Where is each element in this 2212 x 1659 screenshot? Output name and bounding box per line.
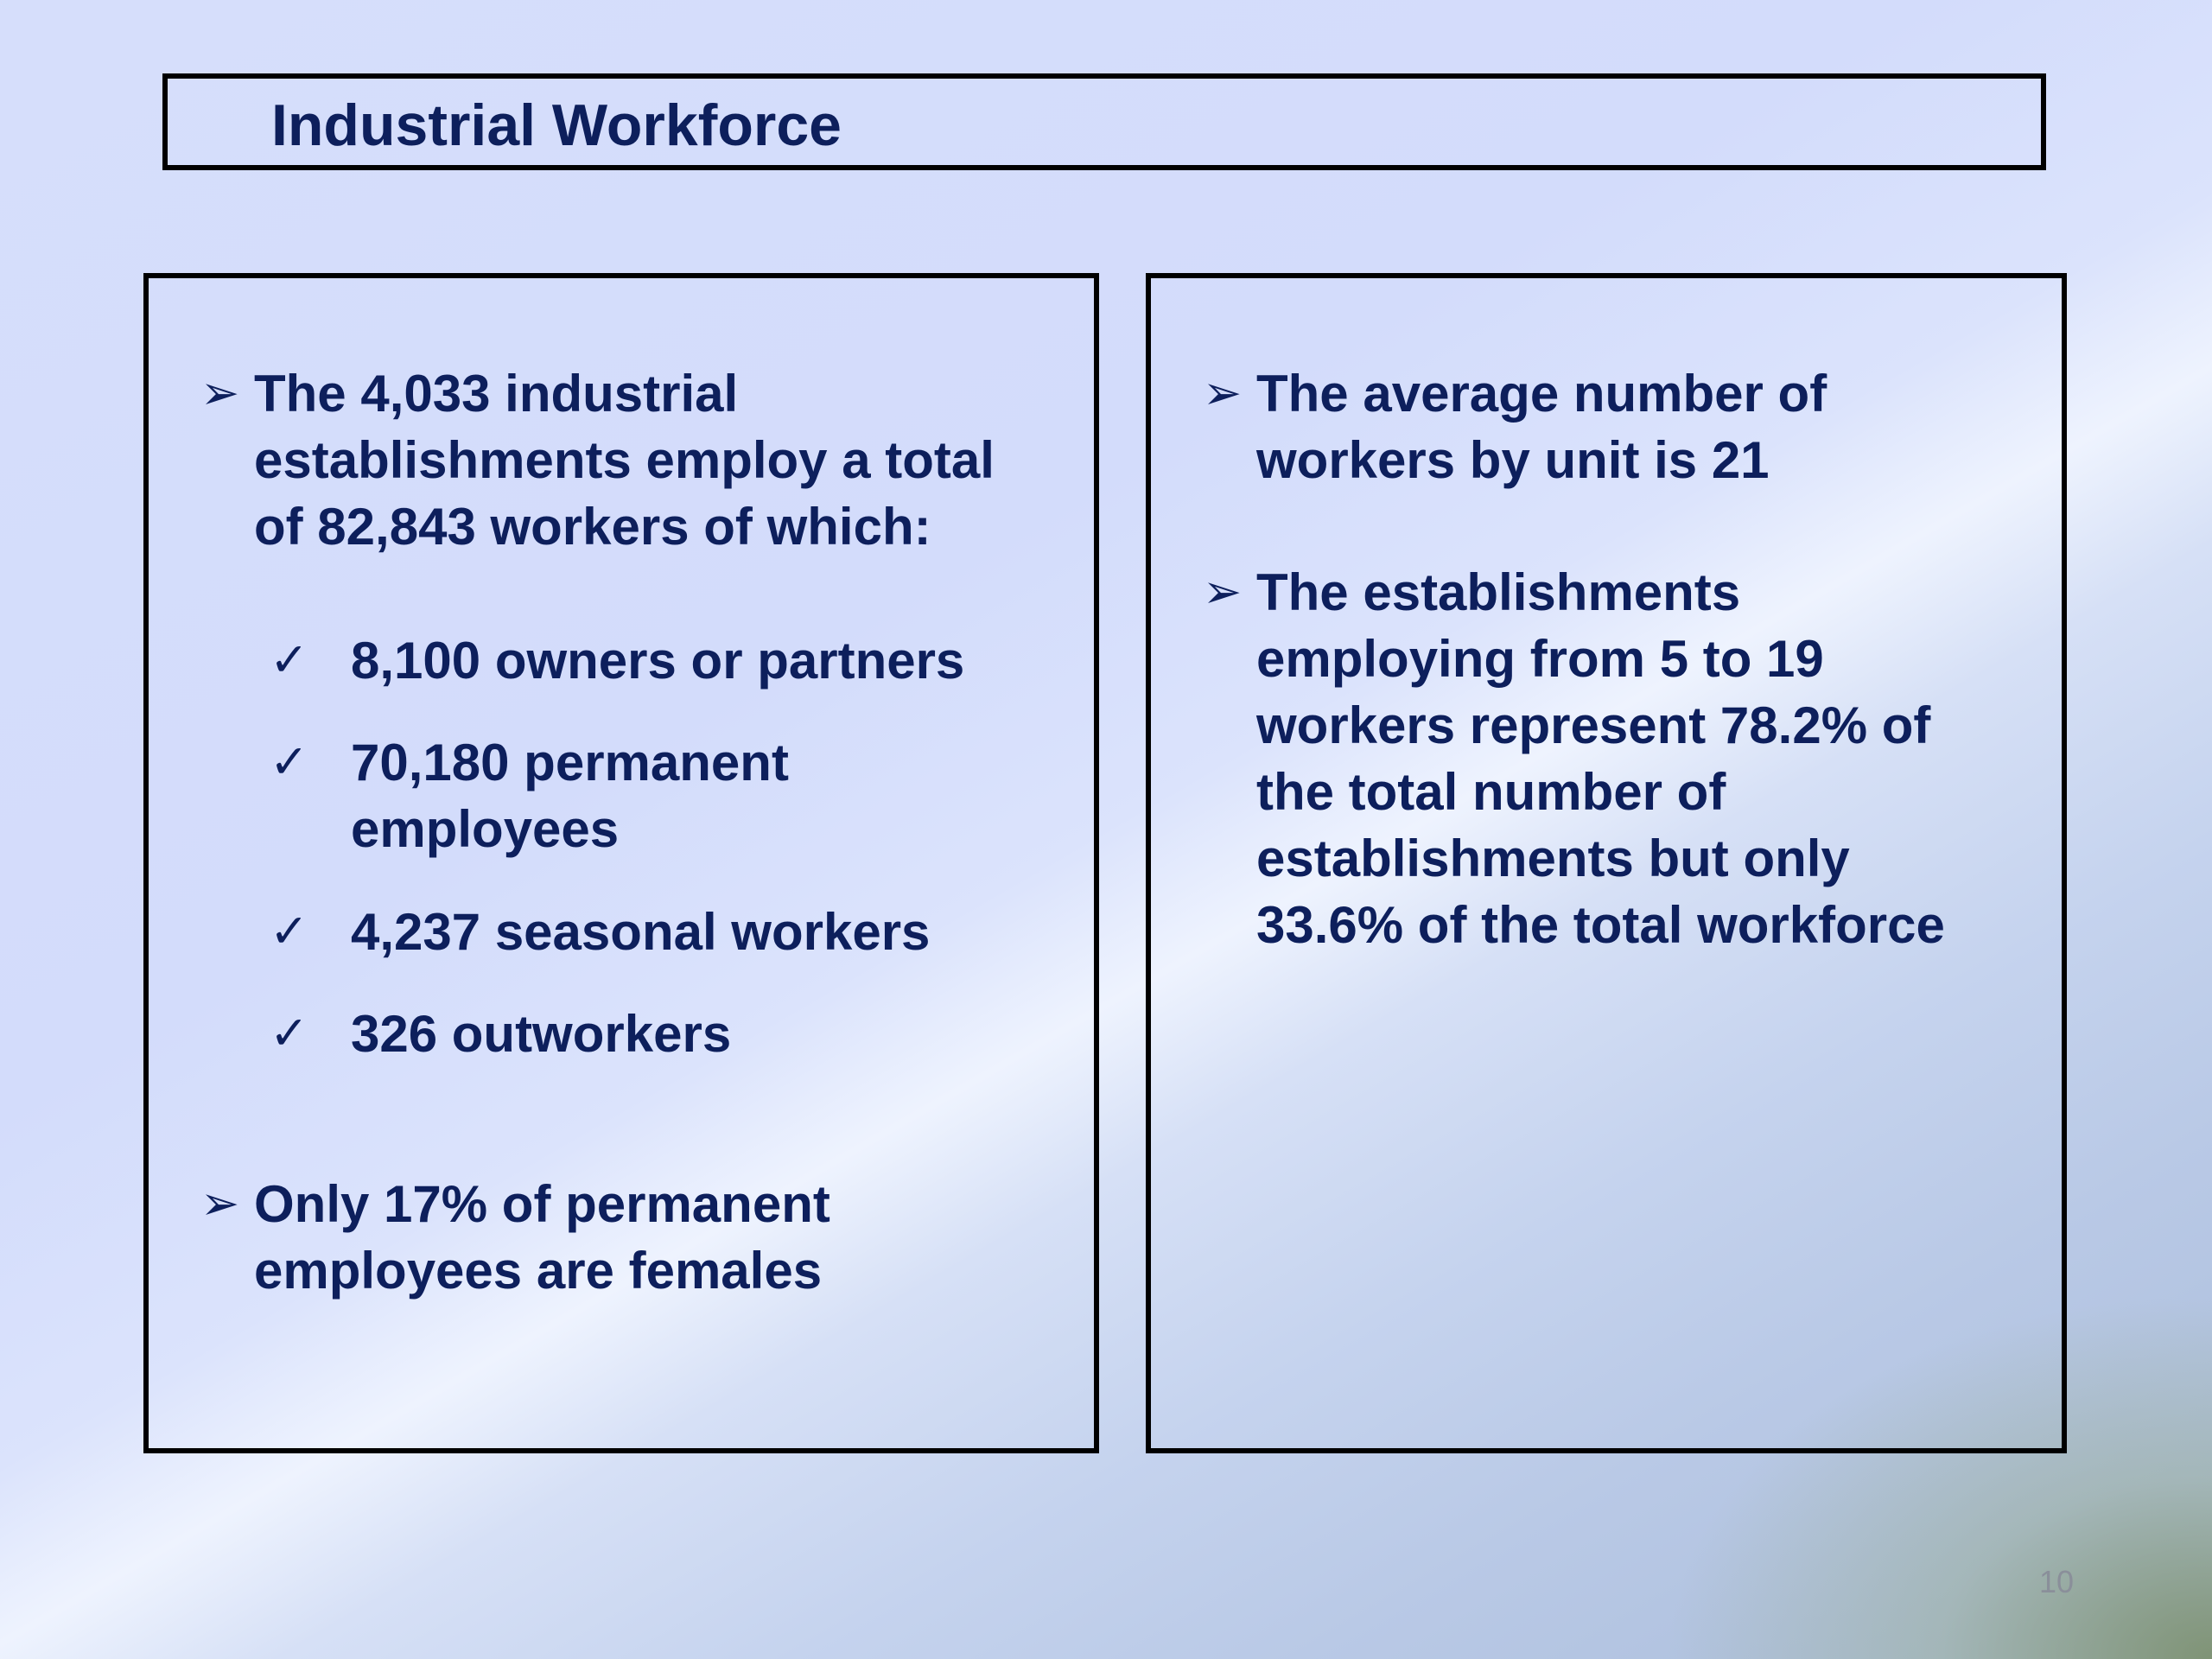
left-sub-item-4-text: 326 outworkers bbox=[351, 1005, 732, 1063]
left-sub-item-2-text: 70,180 permanent employees bbox=[351, 734, 789, 858]
arrowhead-bullet-icon: ➢ bbox=[200, 367, 240, 419]
right-bullet-1-text: The average number of workers by unit is 21 bbox=[1256, 365, 1827, 489]
arrowhead-bullet-icon: ➢ bbox=[1203, 566, 1243, 618]
left-sub-item-2 bbox=[270, 729, 789, 862]
left-sub-item-3 bbox=[270, 899, 930, 965]
title-box bbox=[162, 73, 2046, 170]
checkmark-icon: ✓ bbox=[270, 1007, 309, 1059]
left-sub-item-4 bbox=[270, 1001, 731, 1067]
page-number: 10 bbox=[2039, 1564, 2075, 1599]
checkmark-icon: ✓ bbox=[270, 906, 309, 957]
left-bullet-2-text: Only 17% of permanent employees are females bbox=[254, 1175, 830, 1300]
arrowhead-bullet-icon: ➢ bbox=[1203, 367, 1243, 419]
slide-title: Industrial Workforce bbox=[271, 92, 842, 158]
left-bullet-1 bbox=[175, 360, 995, 560]
right-panel bbox=[1146, 273, 2067, 1453]
right-bullet-1 bbox=[1177, 360, 1827, 493]
left-bullet-1-text: The 4,033 industrial establishments employ a total of 82,843 workers of which: bbox=[254, 365, 995, 556]
right-bullet-2-text: The establishments employing from 5 to 19 workers represent 78.2% of the total number of establishments but only 33.6% of the total workforce bbox=[1256, 563, 1945, 954]
left-bullet-2 bbox=[175, 1171, 830, 1304]
left-panel bbox=[143, 273, 1099, 1453]
left-sub-item-1 bbox=[270, 627, 964, 694]
arrowhead-bullet-icon: ➢ bbox=[200, 1178, 240, 1230]
left-sub-item-1-text: 8,100 owners or partners bbox=[351, 632, 965, 690]
left-sub-item-3-text: 4,237 seasonal workers bbox=[351, 903, 931, 961]
checkmark-icon: ✓ bbox=[270, 736, 309, 788]
right-bullet-2 bbox=[1177, 559, 1945, 958]
checkmark-icon: ✓ bbox=[270, 634, 309, 686]
